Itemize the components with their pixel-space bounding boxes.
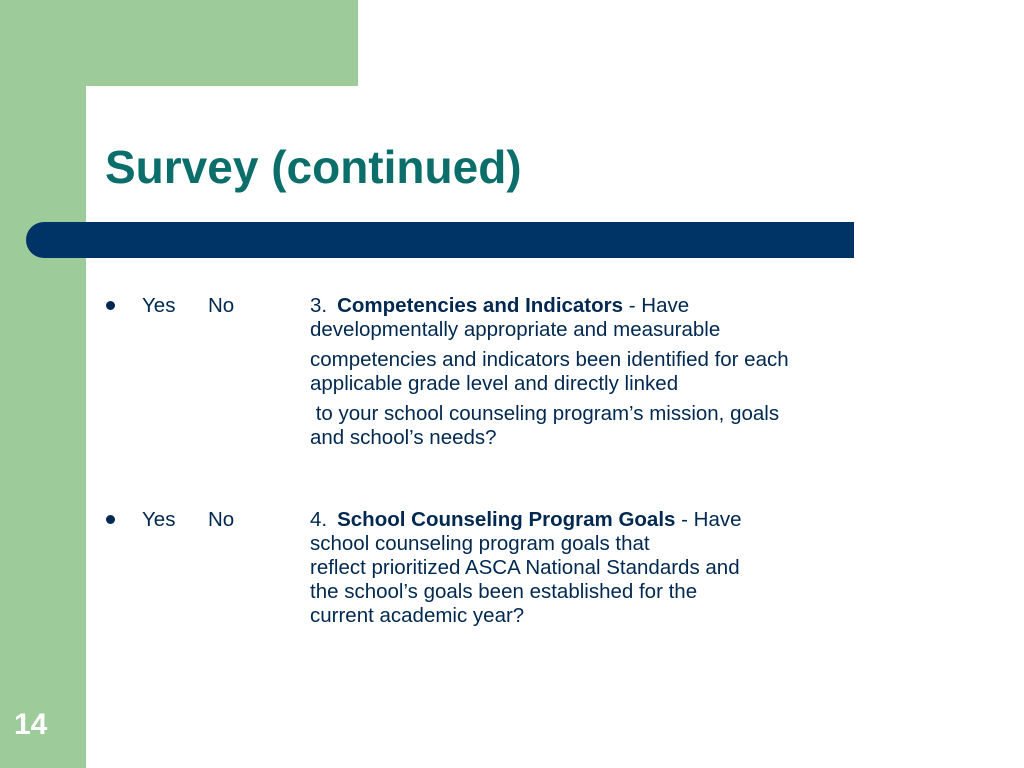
yes-option: Yes [142,508,176,531]
question-line: - Have [681,508,742,531]
question-line: school counseling program goals that [310,532,650,555]
question-line: the school’s goals been established for the [310,580,698,603]
bullet-icon [106,515,115,524]
no-option: No [208,294,235,317]
question-line: to your school counseling program’s mission, goals [310,402,780,425]
question-heading: School Counseling Program Goals [337,508,676,531]
question-line: and school’s needs? [310,426,497,449]
title-underline-bar [26,222,854,258]
top-decoration [0,0,358,86]
bullet-icon [106,301,115,310]
question-line: reflect prioritized ASCA National Standards and [310,556,740,579]
question-line: applicable grade level and directly linked [310,372,679,395]
question-line: - Have [628,294,690,317]
question-line: current academic year? [310,604,525,627]
slide-title: Survey (continued) [105,141,522,193]
question-line: competencies and indicators been identified for each [310,348,789,371]
question-number: 3. [310,294,328,317]
sidebar-decoration [0,0,86,768]
no-option: No [208,508,235,531]
question-text [310,294,920,450]
yes-option: Yes [142,294,176,317]
question-number: 4. [310,508,328,531]
question-line: developmentally appropriate and measurable [310,318,721,341]
page-number: 14 [14,708,48,741]
question-text [310,508,920,628]
question-heading: Competencies and Indicators [337,294,624,317]
